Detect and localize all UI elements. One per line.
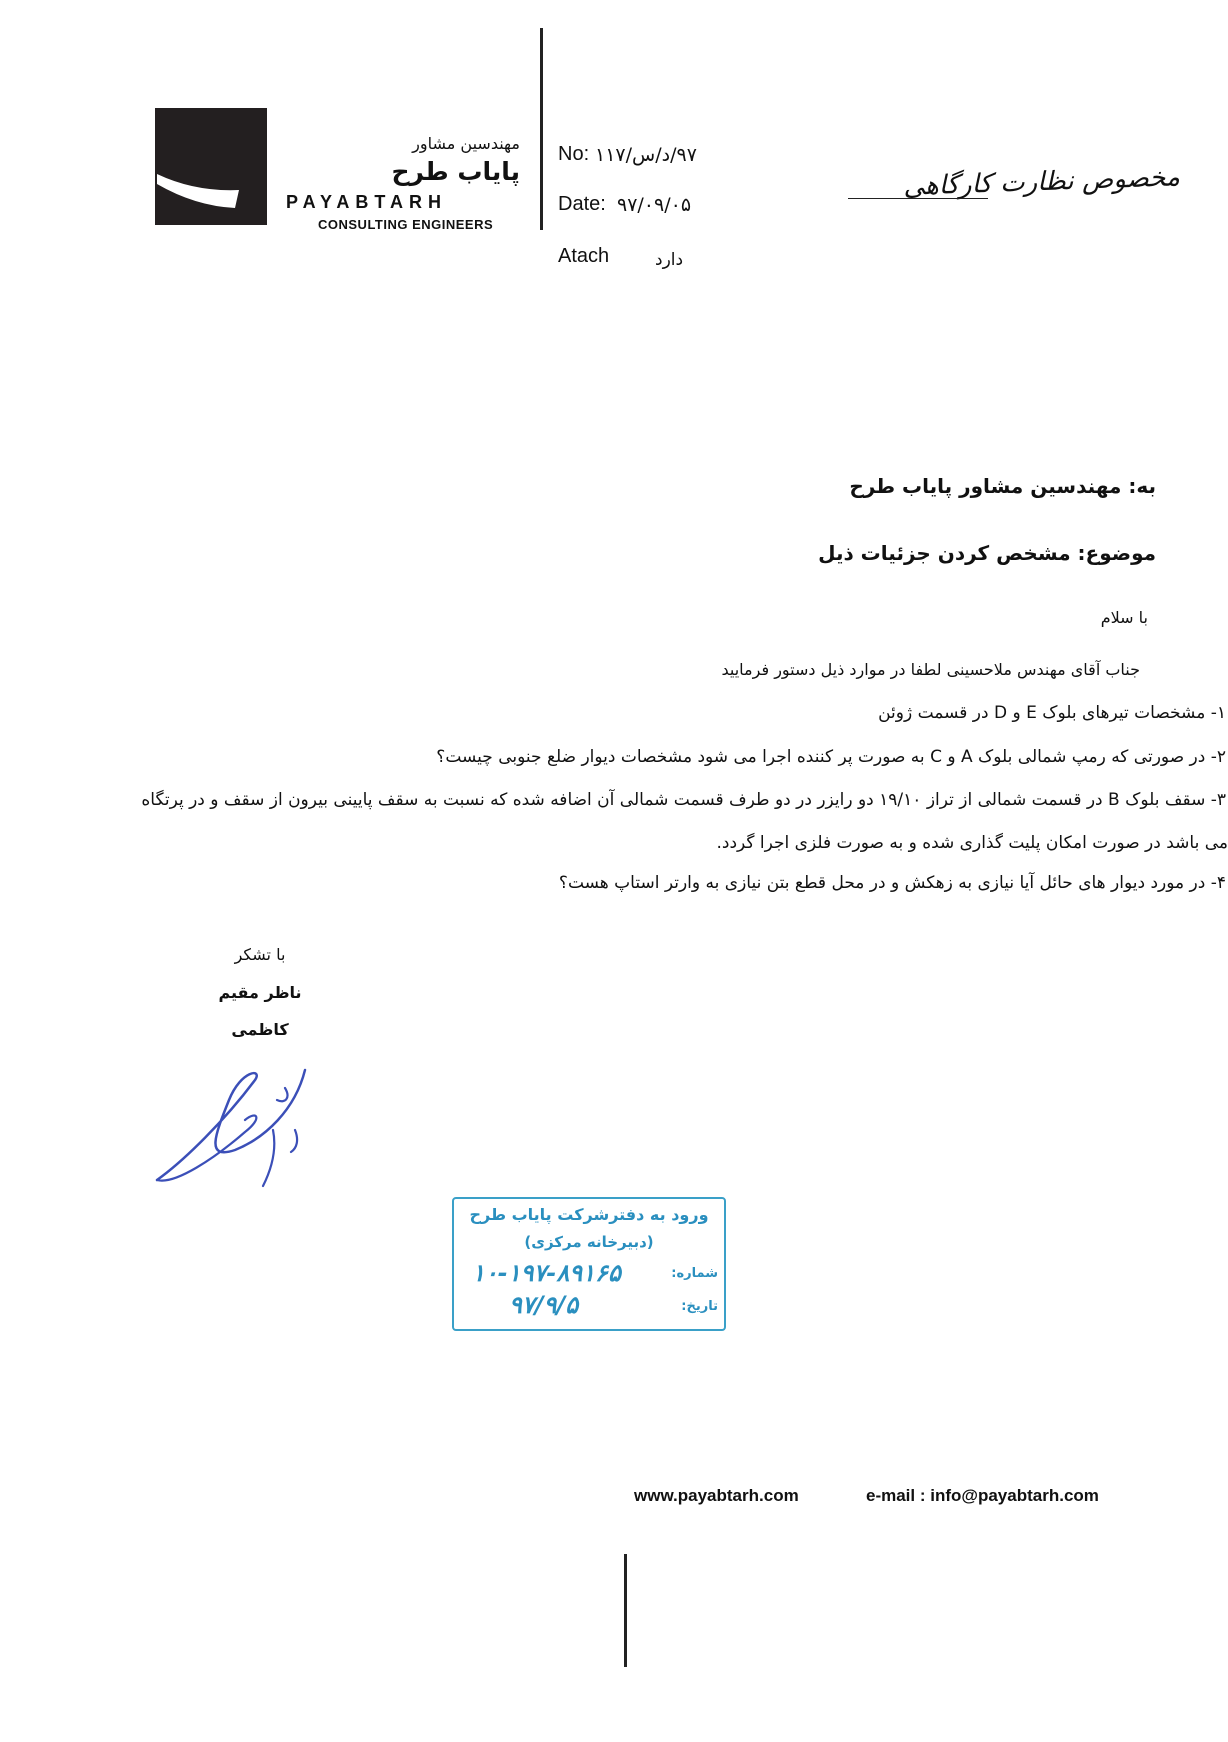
company-logo	[155, 108, 267, 225]
company-name-fa-small: مهندسین مشاور	[412, 134, 520, 153]
footer-website-link[interactable]: www.payabtarh.com	[634, 1486, 799, 1505]
letter-date-label: Date:	[558, 193, 606, 215]
header-divider	[540, 28, 543, 230]
list-item: ۲- در صورتی که رمپ شمالی بلوک A و C به صورت پر کننده اجرا می شود مشخصات دیوار ضلع جنوبی چیست؟	[436, 747, 1226, 767]
letter-date-value: ۹۷/۰۹/۰۵	[617, 194, 692, 216]
footer-divider	[624, 1554, 627, 1667]
received-stamp	[452, 1197, 726, 1331]
greeting: با سلام	[1100, 608, 1148, 627]
handwritten-header-note: مخصوص نظارت کارگاهی	[902, 162, 1181, 202]
list-item: ۱- مشخصات تیرهای بلوک E و D در قسمت ژوئن	[878, 703, 1226, 723]
supervisor-name: کاظمی	[231, 1020, 289, 1039]
list-item: ۴- در مورد دیوار های حائل آیا نیازی به زهکش و در محل قطع بتن نیازی به وارتر استاپ هست؟	[558, 873, 1226, 893]
supervisor-title: ناظر مقیم	[218, 983, 302, 1002]
stamp-date-value: ۹۷/۹/۵	[509, 1291, 579, 1319]
stamp-date-label: تاریخ:	[681, 1299, 718, 1314]
signature-image	[145, 1040, 325, 1190]
logo-mark-icon	[155, 108, 267, 225]
attachment-value: دارد	[655, 250, 684, 270]
recipient-line: به: مهندسین مشاور پایاب طرح	[849, 474, 1156, 498]
intro-paragraph: جناب آقای مهندس ملاحسینی لطفا در موارد ذیل دستور فرمایید	[721, 660, 1140, 679]
company-subtitle-en: CONSULTING ENGINEERS	[318, 217, 494, 232]
attachment-label: Atach	[558, 245, 610, 267]
letter-number-label: No:	[558, 143, 590, 165]
footer-email-link[interactable]: e-mail : info@payabtarh.com	[866, 1486, 1099, 1505]
stamp-subtitle: (دبیرخانه مرکزی)	[524, 1233, 654, 1251]
company-name-fa: پایاب طرح	[391, 157, 520, 186]
stamp-number-label: شماره:	[671, 1266, 718, 1281]
stamp-title: ورود به دفترشرکت پایاب طرح	[469, 1205, 709, 1224]
list-item: ۳- سقف بلوک B در قسمت شمالی از تراز ۱۹/۱۰ دو رایزر در دو طرف قسمت شمالی آن اضافه شده که نسبت به سقف پایینی بیرون از سقف و در پرتگاه	[141, 790, 1226, 810]
stamp-number-value: ۱۰-۱۹۷-۸۹۱۶۵	[472, 1259, 621, 1287]
letter-number-value: ۹۷/د/س/۱۱۷	[595, 144, 697, 166]
company-name-en: PAYABTARH	[286, 192, 448, 212]
subject-line: موضوع: مشخص کردن جزئیات ذیل	[818, 541, 1156, 565]
handwritten-underline	[848, 198, 988, 199]
closing-thanks: با تشکر	[234, 945, 286, 964]
list-item-continuation: می باشد در صورت امکان پلیت گذاری شده و به صورت فلزی اجرا گردد.	[716, 833, 1228, 853]
